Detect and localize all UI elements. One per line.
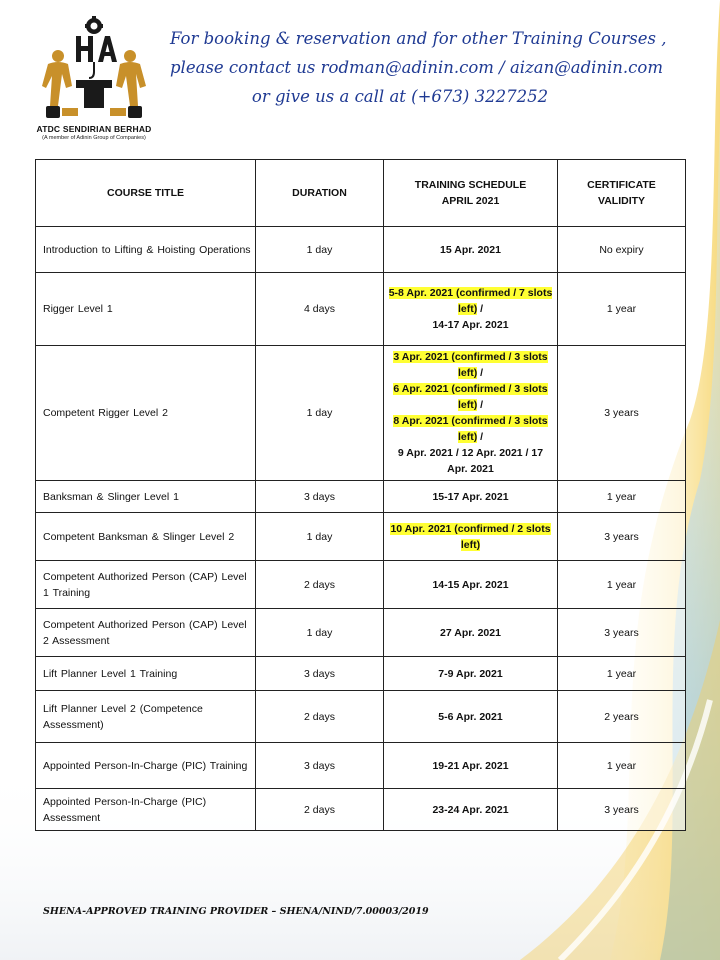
training-schedule-table	[35, 159, 686, 831]
course-title: Appointed Person-In-Charge (PIC) Training	[36, 743, 256, 789]
header-validity-line2: VALIDITY	[597, 195, 646, 207]
table-row	[36, 789, 686, 831]
course-title: Banksman & Slinger Level 1	[36, 481, 256, 513]
course-schedule: 19-21 Apr. 2021	[384, 743, 558, 789]
course-title: Lift Planner Level 2 (Competence Assessment)	[36, 691, 256, 743]
schedule-separator: /	[477, 399, 484, 411]
contact-info	[170, 24, 667, 111]
course-schedule	[384, 513, 558, 561]
table-header-row	[36, 160, 686, 227]
course-schedule	[384, 273, 558, 346]
table-row	[36, 657, 686, 691]
table-row	[36, 609, 686, 657]
course-title: Competent Authorized Person (CAP) Level 2 Assessment	[36, 609, 256, 657]
course-schedule: 5-6 Apr. 2021	[384, 691, 558, 743]
course-validity: 3 years	[558, 789, 686, 831]
header-schedule-line1: TRAINING SCHEDULE	[414, 179, 527, 191]
table-row	[36, 743, 686, 789]
table-row	[36, 691, 686, 743]
course-schedule	[384, 346, 558, 481]
course-validity: 1 year	[558, 561, 686, 609]
header-certificate-validity	[558, 160, 686, 227]
course-validity: 2 years	[558, 691, 686, 743]
schedule-date: 9 Apr. 2021 / 12 Apr. 2021 / 17 Apr. 2021	[397, 447, 544, 475]
course-validity: 1 year	[558, 481, 686, 513]
course-validity: 3 years	[558, 513, 686, 561]
course-validity: 1 year	[558, 657, 686, 691]
course-validity: No expiry	[558, 227, 686, 273]
course-duration: 3 days	[256, 657, 384, 691]
table-row	[36, 273, 686, 346]
schedule-separator: /	[477, 431, 484, 443]
atdc-emblem-icon	[32, 16, 156, 124]
header-duration: DURATION	[256, 160, 384, 227]
company-member-note: (A member of Adinin Group of Companies)	[42, 135, 146, 141]
schedule-confirmed-highlight: 8 Apr. 2021 (confirmed / 3 slots left)	[393, 415, 548, 443]
course-title: Appointed Person-In-Charge (PIC) Assessment	[36, 789, 256, 831]
course-validity: 1 year	[558, 273, 686, 346]
course-schedule: 23-24 Apr. 2021	[384, 789, 558, 831]
table-row	[36, 227, 686, 273]
table-row	[36, 346, 686, 481]
course-duration: 2 days	[256, 691, 384, 743]
course-title: Competent Rigger Level 2	[36, 346, 256, 481]
course-title: Rigger Level 1	[36, 273, 256, 346]
table-row	[36, 481, 686, 513]
course-title: Lift Planner Level 1 Training	[36, 657, 256, 691]
schedule-confirmed-highlight: 6 Apr. 2021 (confirmed / 3 slots left)	[393, 383, 548, 411]
company-name: ATDC SENDIRIAN BERHAD	[36, 124, 152, 134]
course-duration: 1 day	[256, 513, 384, 561]
course-duration: 4 days	[256, 273, 384, 346]
header-schedule-line2: APRIL 2021	[441, 195, 500, 207]
table-row	[36, 513, 686, 561]
header-course-title: COURSE TITLE	[36, 160, 256, 227]
course-title: Competent Authorized Person (CAP) Level 1 Training	[36, 561, 256, 609]
header-training-schedule	[384, 160, 558, 227]
schedule-date: 14-17 Apr. 2021	[432, 319, 509, 331]
contact-line-3: or give us a call at (+673) 3227252	[251, 87, 549, 106]
course-validity: 3 years	[558, 609, 686, 657]
schedule-confirmed-highlight: 10 Apr. 2021 (confirmed / 2 slots left)	[390, 522, 551, 551]
footer-approval-note: SHENA-APPROVED TRAINING PROVIDER – SHENA/NIND/7.00003/2019	[43, 906, 429, 917]
course-duration: 1 day	[256, 346, 384, 481]
course-duration: 3 days	[256, 481, 384, 513]
course-schedule: 14-15 Apr. 2021	[384, 561, 558, 609]
schedule-separator: /	[477, 303, 484, 315]
course-schedule: 15 Apr. 2021	[384, 227, 558, 273]
course-schedule: 27 Apr. 2021	[384, 609, 558, 657]
schedule-confirmed-highlight: 3 Apr. 2021 (confirmed / 3 slots left)	[393, 351, 548, 379]
contact-line-2: please contact us rodman@adinin.com / aizan@adinin.com	[170, 58, 664, 77]
header-validity-line1: CERTIFICATE	[587, 179, 656, 191]
course-title: Competent Banksman & Slinger Level 2	[36, 513, 256, 561]
schedule-separator: /	[477, 367, 484, 379]
contact-line-1: For booking & reservation and for other Training Courses ,	[170, 29, 667, 48]
table-row	[36, 561, 686, 609]
schedule-confirmed-highlight: 5-8 Apr. 2021 (confirmed / 7 slots left)	[388, 287, 553, 315]
course-schedule: 7-9 Apr. 2021	[384, 657, 558, 691]
course-validity: 1 year	[558, 743, 686, 789]
company-logo	[32, 16, 156, 144]
course-duration: 2 days	[256, 561, 384, 609]
course-duration: 2 days	[256, 789, 384, 831]
course-title: Introduction to Lifting & Hoisting Operations	[36, 227, 256, 273]
course-schedule: 15-17 Apr. 2021	[384, 481, 558, 513]
course-validity: 3 years	[558, 346, 686, 481]
course-duration: 1 day	[256, 609, 384, 657]
course-duration: 3 days	[256, 743, 384, 789]
course-duration: 1 day	[256, 227, 384, 273]
